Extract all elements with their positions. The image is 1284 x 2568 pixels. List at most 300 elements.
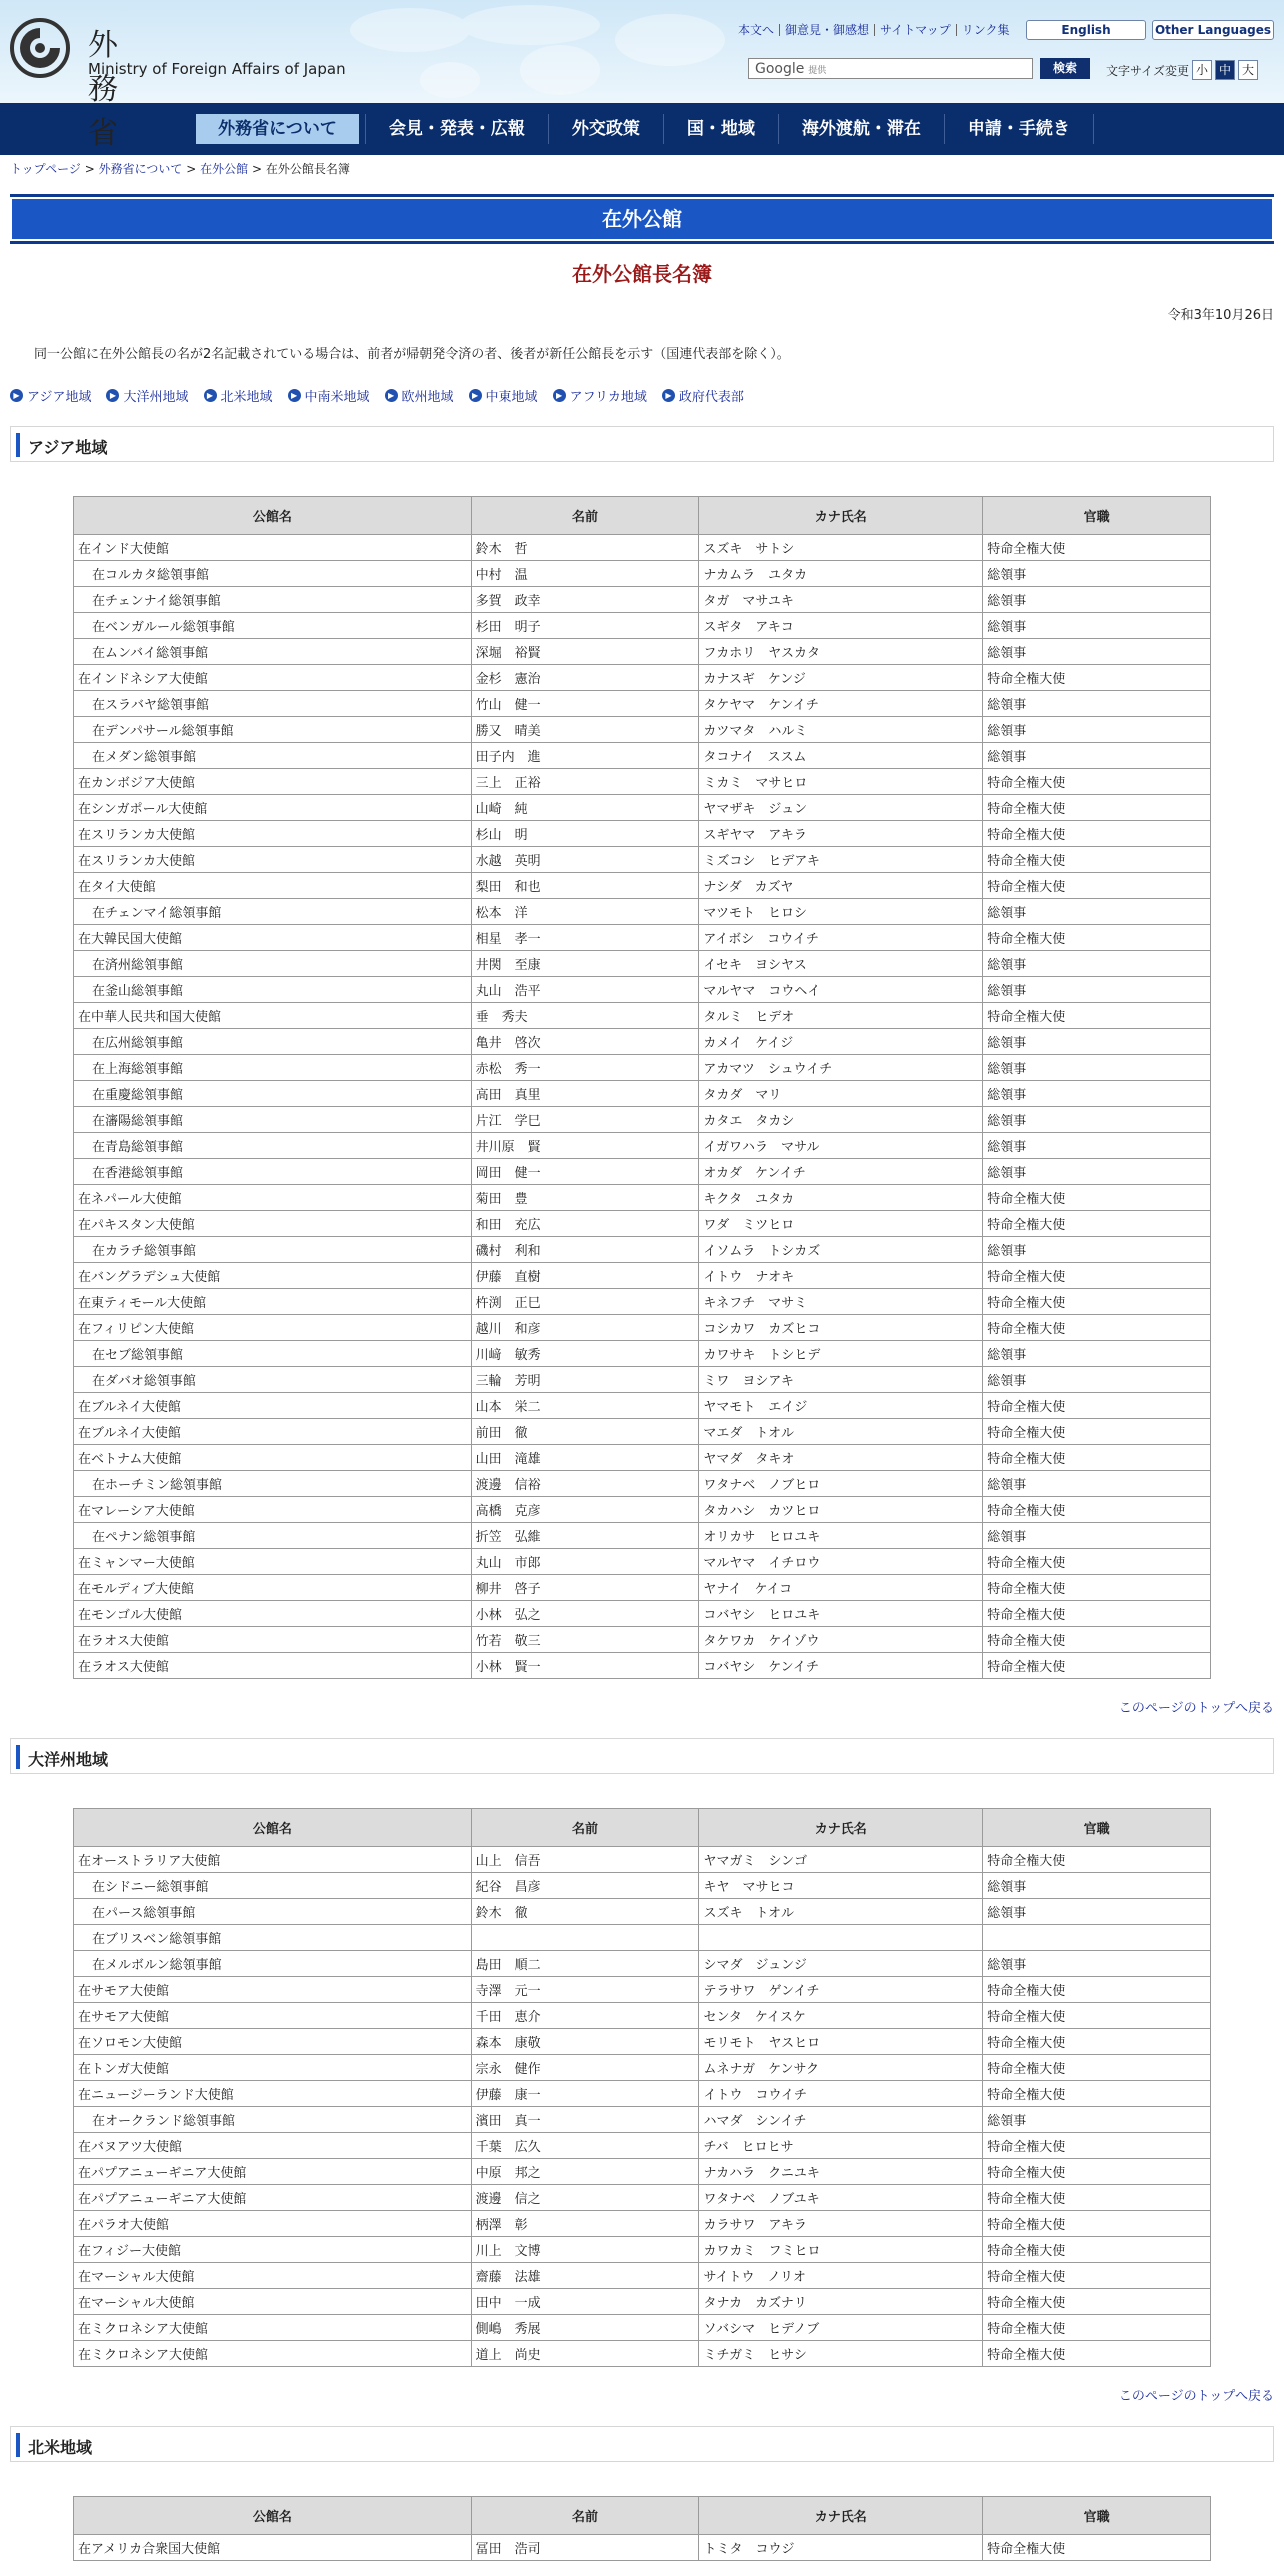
official-title-cell: 総領事 — [983, 1951, 1211, 1977]
mission-table-north-america — [73, 2496, 1211, 2561]
back-to-top-link[interactable]: このページのトップへ戻る — [1118, 2389, 1274, 2404]
table-row — [74, 717, 1211, 743]
mission-name-cell: 在メダン総領事館 — [74, 743, 472, 769]
official-title-cell: 特命全権大使 — [983, 769, 1211, 795]
table-row — [74, 1899, 1211, 1925]
ambassador-name-cell: 前田 徹 — [471, 1419, 699, 1445]
table-row — [74, 951, 1211, 977]
kana-name-cell: スギヤマ アキラ — [699, 821, 983, 847]
ambassador-name-cell: 中村 温 — [471, 561, 699, 587]
mission-name-cell: 在フィジー大使館 — [74, 2237, 472, 2263]
official-title-cell: 特命全権大使 — [983, 1549, 1211, 1575]
official-title-cell: 特命全権大使 — [983, 2185, 1211, 2211]
kana-name-cell: モリモト ヤスヒロ — [699, 2029, 983, 2055]
kana-name-cell: ヤマモト エイジ — [699, 1393, 983, 1419]
font-size-large-button[interactable]: 大 — [1238, 60, 1258, 80]
official-title-cell: 総領事 — [983, 1107, 1211, 1133]
ambassador-name-cell: 松本 洋 — [471, 899, 699, 925]
official-title-cell: 特命全権大使 — [983, 1185, 1211, 1211]
section-header-north-america — [10, 2426, 1274, 2462]
kana-name-cell: タケワカ ケイゾウ — [699, 1627, 983, 1653]
english-button[interactable]: English — [1026, 20, 1146, 40]
kana-name-cell: スズキ トオル — [699, 1899, 983, 1925]
table-row — [74, 1289, 1211, 1315]
official-title-cell: 総領事 — [983, 587, 1211, 613]
table-row — [74, 691, 1211, 717]
mission-name-cell: 在瀋陽総領事館 — [74, 1107, 472, 1133]
kana-name-cell: ナシダ カズヤ — [699, 873, 983, 899]
arrow-circle-icon: ▶ — [662, 389, 675, 402]
official-title-cell: 特命全権大使 — [983, 665, 1211, 691]
ambassador-name-cell: 深堀 裕賢 — [471, 639, 699, 665]
ambassador-name-cell: 齋藤 法雄 — [471, 2263, 699, 2289]
kana-name-cell: ナカムラ ユタカ — [699, 561, 983, 587]
table-row — [74, 2237, 1211, 2263]
mission-name-cell: 在重慶総領事館 — [74, 1081, 472, 1107]
mission-name-cell: 在タイ大使館 — [74, 873, 472, 899]
kana-name-cell: ミカミ マサヒロ — [699, 769, 983, 795]
ambassador-name-cell: 山上 信吾 — [471, 1847, 699, 1873]
nav-policy[interactable]: 外交政策 — [548, 114, 663, 144]
global-nav — [0, 103, 1284, 155]
mission-name-cell: 在釜山総領事館 — [74, 977, 472, 1003]
kana-name-cell: カツマタ ハルミ — [699, 717, 983, 743]
table-row — [74, 1315, 1211, 1341]
kana-name-cell: カメイ ケイジ — [699, 1029, 983, 1055]
table-row — [74, 1653, 1211, 1679]
mission-name-cell: 在パキスタン大使館 — [74, 1211, 472, 1237]
ambassador-name-cell: 垂 秀夫 — [471, 1003, 699, 1029]
table-row — [74, 2211, 1211, 2237]
kana-name-cell: ワダ ミツヒロ — [699, 1211, 983, 1237]
col-title: 官職 — [983, 1809, 1211, 1847]
publish-date: 令和3年10月26日 — [1167, 308, 1274, 323]
region-link-europe[interactable]: 欧州地域 — [401, 390, 454, 405]
mofa-emblem-icon — [10, 18, 70, 78]
kana-name-cell — [699, 1925, 983, 1951]
mission-name-cell: 在ミクロネシア大使館 — [74, 2341, 472, 2367]
mission-name-cell: 在済州総領事館 — [74, 951, 472, 977]
section-title: 北米地域 — [28, 2438, 93, 2457]
kana-name-cell: センタ ケイスケ — [699, 2003, 983, 2029]
kana-name-cell: カナスギ ケンジ — [699, 665, 983, 691]
mission-name-cell: 在カンボジア大使館 — [74, 769, 472, 795]
kana-name-cell: コバヤシ ヒロユキ — [699, 1601, 983, 1627]
mission-name-cell: 在ラオス大使館 — [74, 1653, 472, 1679]
breadcrumb-sep: > — [84, 162, 95, 176]
ambassador-name-cell: 寺澤 元一 — [471, 1977, 699, 2003]
table-row — [74, 1575, 1211, 1601]
kana-name-cell: テラサワ ゲンイチ — [699, 1977, 983, 2003]
mission-name-cell: 在セブ総領事館 — [74, 1341, 472, 1367]
mission-name-cell: 在パース総領事館 — [74, 1899, 472, 1925]
arrow-circle-icon: ▶ — [288, 389, 301, 402]
table-row — [74, 1847, 1211, 1873]
kana-name-cell: スズキ サトシ — [699, 535, 983, 561]
table-row — [74, 2029, 1211, 2055]
mission-name-cell: 在シドニー総領事館 — [74, 1873, 472, 1899]
ambassador-name-cell: 伊藤 康一 — [471, 2081, 699, 2107]
ambassador-name-cell: 田中 一成 — [471, 2289, 699, 2315]
breadcrumb-sep: > — [251, 162, 263, 176]
mission-name-cell: 在サモア大使館 — [74, 1977, 472, 2003]
mission-name-cell: 在ペナン総領事館 — [74, 1523, 472, 1549]
region-link-middle-east[interactable]: 中東地域 — [485, 390, 538, 405]
ambassador-name-cell: 片江 学巳 — [471, 1107, 699, 1133]
link-feedback[interactable]: 御意見・御感想 — [785, 23, 870, 37]
kana-name-cell: タコナイ ススム — [699, 743, 983, 769]
ambassador-name-cell: 小林 弘之 — [471, 1601, 699, 1627]
ambassador-name-cell: 竹若 敬三 — [471, 1627, 699, 1653]
back-to-top-link[interactable]: このページのトップへ戻る — [1118, 1701, 1274, 1716]
mission-name-cell: 在スリランカ大使館 — [74, 847, 472, 873]
mission-name-cell: 在ミャンマー大使館 — [74, 1549, 472, 1575]
nav-countries[interactable]: 国・地域 — [663, 114, 778, 144]
ambassador-name-cell: 越川 和彦 — [471, 1315, 699, 1341]
mission-table-oceania — [73, 1808, 1211, 2367]
official-title-cell: 特命全権大使 — [983, 2133, 1211, 2159]
official-title-cell: 特命全権大使 — [983, 2289, 1211, 2315]
official-title-cell: 総領事 — [983, 1055, 1211, 1081]
kana-name-cell: コシカワ カズヒコ — [699, 1315, 983, 1341]
breadcrumb-about[interactable]: 外務省について — [98, 162, 183, 176]
mission-name-cell: 在ネパール大使館 — [74, 1185, 472, 1211]
table-row — [74, 2107, 1211, 2133]
ambassador-name-cell: 柄澤 彰 — [471, 2211, 699, 2237]
ambassador-name-cell: 田子内 進 — [471, 743, 699, 769]
mission-name-cell: 在ムンバイ総領事館 — [74, 639, 472, 665]
link-main-text[interactable]: 本文へ — [738, 23, 775, 37]
world-map-graphic — [330, 0, 750, 103]
col-title: 官職 — [983, 2497, 1211, 2535]
mission-name-cell: 在広州総領事館 — [74, 1029, 472, 1055]
col-mission: 公館名 — [74, 2497, 472, 2535]
kana-name-cell: タカハシ カツヒロ — [699, 1497, 983, 1523]
mission-name-cell: 在ダバオ総領事館 — [74, 1367, 472, 1393]
font-size-control — [1106, 60, 1258, 80]
mission-name-cell: 在オークランド総領事館 — [74, 2107, 472, 2133]
table-row — [74, 1873, 1211, 1899]
table-row — [74, 1107, 1211, 1133]
region-links — [10, 386, 759, 405]
page-note: 同一公館に在外公館長の名が2名記載されている場合は、前者が帰朝発令済の者、後者が新任公館長を示す（国連代表部を除く）。 — [34, 347, 790, 362]
official-title-cell: 特命全権大使 — [983, 1003, 1211, 1029]
table-row — [74, 2081, 1211, 2107]
search-brand: Google — [755, 61, 805, 77]
ambassador-name-cell: 森本 康敬 — [471, 2029, 699, 2055]
kana-name-cell: コバヤシ ケンイチ — [699, 1653, 983, 1679]
kana-name-cell: オカダ ケンイチ — [699, 1159, 983, 1185]
mission-name-cell: 在パラオ大使館 — [74, 2211, 472, 2237]
official-title-cell: 特命全権大使 — [983, 1575, 1211, 1601]
official-title-cell: 特命全権大使 — [983, 535, 1211, 561]
kana-name-cell: サイトウ ノリオ — [699, 2263, 983, 2289]
kana-name-cell: イソムラ トシカズ — [699, 1237, 983, 1263]
table-row — [74, 1925, 1211, 1951]
col-mission: 公館名 — [74, 497, 472, 535]
ambassador-name-cell: 山本 栄二 — [471, 1393, 699, 1419]
table-row — [74, 977, 1211, 1003]
ambassador-name-cell: 井関 至康 — [471, 951, 699, 977]
official-title-cell — [983, 1925, 1211, 1951]
official-title-cell: 特命全権大使 — [983, 1289, 1211, 1315]
mission-name-cell: 在スラバヤ総領事館 — [74, 691, 472, 717]
mission-name-cell: 在香港総領事館 — [74, 1159, 472, 1185]
region-link-delegations[interactable]: 政府代表部 — [678, 390, 744, 405]
mission-name-cell: 在ブルネイ大使館 — [74, 1393, 472, 1419]
kana-name-cell: マルヤマ イチロウ — [699, 1549, 983, 1575]
nav-procedures[interactable]: 申請・手続き — [944, 114, 1094, 144]
font-size-medium-button[interactable]: 中 — [1215, 60, 1235, 80]
kana-name-cell: ヤマガミ シンゴ — [699, 1847, 983, 1873]
mission-name-cell: 在シンガポール大使館 — [74, 795, 472, 821]
nav-travel[interactable]: 海外渡航・滞在 — [778, 114, 944, 144]
table-row — [74, 2185, 1211, 2211]
ambassador-name-cell: 側嶋 秀展 — [471, 2315, 699, 2341]
kana-name-cell: タガ マサユキ — [699, 587, 983, 613]
mission-name-cell: 在バヌアツ大使館 — [74, 2133, 472, 2159]
table-row — [74, 1081, 1211, 1107]
arrow-circle-icon: ▶ — [385, 389, 398, 402]
official-title-cell: 特命全権大使 — [983, 1627, 1211, 1653]
mission-name-cell: 在サモア大使館 — [74, 2003, 472, 2029]
official-title-cell: 特命全権大使 — [983, 1263, 1211, 1289]
kana-name-cell: キネフチ マサミ — [699, 1289, 983, 1315]
kana-name-cell: ワタナベ ノブユキ — [699, 2185, 983, 2211]
font-size-small-button[interactable]: 小 — [1192, 60, 1212, 80]
page-title: 在外公館 — [10, 194, 1274, 244]
official-title-cell: 総領事 — [983, 691, 1211, 717]
kana-name-cell: イセキ ヨシヤス — [699, 951, 983, 977]
official-title-cell: 特命全権大使 — [983, 1419, 1211, 1445]
official-title-cell: 特命全権大使 — [983, 847, 1211, 873]
official-title-cell: 特命全権大使 — [983, 1601, 1211, 1627]
mission-name-cell: 在マーシャル大使館 — [74, 2263, 472, 2289]
section-header-asia — [10, 426, 1274, 462]
table-row — [74, 847, 1211, 873]
ambassador-name-cell: 杵渕 正巳 — [471, 1289, 699, 1315]
col-mission: 公館名 — [74, 1809, 472, 1847]
arrow-circle-icon: ▶ — [204, 389, 217, 402]
arrow-circle-icon: ▶ — [469, 389, 482, 402]
official-title-cell: 特命全権大使 — [983, 2211, 1211, 2237]
ambassador-name-cell: 島田 順二 — [471, 1951, 699, 1977]
table-row — [74, 1055, 1211, 1081]
nav-press[interactable]: 会見・発表・広報 — [365, 114, 548, 144]
ambassador-name-cell: 柳井 啓子 — [471, 1575, 699, 1601]
kana-name-cell: カラサワ アキラ — [699, 2211, 983, 2237]
official-title-cell: 総領事 — [983, 977, 1211, 1003]
ambassador-name-cell: 伊藤 直樹 — [471, 1263, 699, 1289]
table-row — [74, 2263, 1211, 2289]
table-row — [74, 2289, 1211, 2315]
official-title-cell: 総領事 — [983, 899, 1211, 925]
official-title-cell: 総領事 — [983, 743, 1211, 769]
official-title-cell: 特命全権大使 — [983, 873, 1211, 899]
kana-name-cell: ヤナイ ケイコ — [699, 1575, 983, 1601]
official-title-cell: 総領事 — [983, 2107, 1211, 2133]
official-title-cell: 特命全権大使 — [983, 1393, 1211, 1419]
table-row — [74, 1159, 1211, 1185]
kana-name-cell: ナカハラ クニユキ — [699, 2159, 983, 2185]
table-row — [74, 1497, 1211, 1523]
kana-name-cell: タカダ マリ — [699, 1081, 983, 1107]
ambassador-name-cell: 相星 孝一 — [471, 925, 699, 951]
kana-name-cell: アカマツ シュウイチ — [699, 1055, 983, 1081]
official-title-cell: 総領事 — [983, 1523, 1211, 1549]
table-row — [74, 665, 1211, 691]
official-title-cell: 総領事 — [983, 1237, 1211, 1263]
mission-name-cell: 在カラチ総領事館 — [74, 1237, 472, 1263]
official-title-cell: 特命全権大使 — [983, 795, 1211, 821]
nav-about[interactable]: 外務省について — [196, 114, 359, 144]
region-link-asia[interactable]: アジア地域 — [27, 390, 92, 405]
table-row — [74, 1471, 1211, 1497]
table-row — [74, 561, 1211, 587]
table-row — [74, 743, 1211, 769]
official-title-cell: 総領事 — [983, 1081, 1211, 1107]
kana-name-cell: タケヤマ ケンイチ — [699, 691, 983, 717]
ambassador-name-cell: 多賀 政幸 — [471, 587, 699, 613]
table-row — [74, 1951, 1211, 1977]
col-kana: カナ氏名 — [699, 1809, 983, 1847]
table-row — [74, 1367, 1211, 1393]
table-row — [74, 535, 1211, 561]
kana-name-cell: イガワハラ マサル — [699, 1133, 983, 1159]
kana-name-cell: イトウ コウイチ — [699, 2081, 983, 2107]
table-row — [74, 639, 1211, 665]
col-kana: カナ氏名 — [699, 497, 983, 535]
breadcrumb-top[interactable]: トップページ — [10, 162, 81, 176]
kana-name-cell: イトウ ナオキ — [699, 1263, 983, 1289]
ambassador-name-cell: 渡邊 信之 — [471, 2185, 699, 2211]
ambassador-name-cell: 三上 正裕 — [471, 769, 699, 795]
section-title: アジア地域 — [28, 438, 108, 457]
kana-name-cell: カワカミ フミヒロ — [699, 2237, 983, 2263]
mission-name-cell: 在ブルネイ大使館 — [74, 1419, 472, 1445]
ambassador-name-cell: 杉山 明 — [471, 821, 699, 847]
region-link-north-america[interactable]: 北米地域 — [220, 390, 273, 405]
official-title-cell: 総領事 — [983, 717, 1211, 743]
mission-name-cell: 在ブリスベン総領事館 — [74, 1925, 472, 1951]
mission-name-cell: 在インド大使館 — [74, 535, 472, 561]
mission-name-cell: 在ベンガルール総領事館 — [74, 613, 472, 639]
mission-name-cell: 在コルカタ総領事館 — [74, 561, 472, 587]
table-row — [74, 1185, 1211, 1211]
official-title-cell: 特命全権大使 — [983, 1497, 1211, 1523]
table-row — [74, 925, 1211, 951]
ambassador-name-cell: 千葉 広久 — [471, 2133, 699, 2159]
official-title-cell: 特命全権大使 — [983, 821, 1211, 847]
mission-name-cell: 在スリランカ大使館 — [74, 821, 472, 847]
kana-name-cell: マルヤマ コウヘイ — [699, 977, 983, 1003]
ambassador-name-cell: 三輪 芳明 — [471, 1367, 699, 1393]
ambassador-name-cell: 丸山 市郎 — [471, 1549, 699, 1575]
table-row — [74, 1445, 1211, 1471]
table-row — [74, 1211, 1211, 1237]
kana-name-cell: キクタ ユタカ — [699, 1185, 983, 1211]
ambassador-name-cell: 勝又 晴美 — [471, 717, 699, 743]
org-name-ja: 外務省 — [88, 28, 120, 151]
official-title-cell: 特命全権大使 — [983, 2237, 1211, 2263]
mission-name-cell: 在オーストラリア大使館 — [74, 1847, 472, 1873]
official-title-cell: 総領事 — [983, 1471, 1211, 1497]
link-links[interactable]: リンク集 — [961, 23, 1010, 37]
ambassador-name-cell: 渡邊 信裕 — [471, 1471, 699, 1497]
kana-name-cell: アイボシ コウイチ — [699, 925, 983, 951]
mission-name-cell: 在トンガ大使館 — [74, 2055, 472, 2081]
official-title-cell: 特命全権大使 — [983, 1977, 1211, 2003]
official-title-cell: 総領事 — [983, 1029, 1211, 1055]
mission-name-cell: 在ミクロネシア大使館 — [74, 2315, 472, 2341]
table-row — [74, 1263, 1211, 1289]
mission-name-cell: 在ベトナム大使館 — [74, 1445, 472, 1471]
table-row — [74, 2315, 1211, 2341]
section-header-oceania — [10, 1738, 1274, 1774]
mission-name-cell: 在ソロモン大使館 — [74, 2029, 472, 2055]
region-link-oceania[interactable]: 大洋州地域 — [123, 390, 189, 405]
kana-name-cell: スギタ アキコ — [699, 613, 983, 639]
ambassador-name-cell: 中原 邦之 — [471, 2159, 699, 2185]
ambassador-name-cell: 杉田 明子 — [471, 613, 699, 639]
kana-name-cell: カワサキ トシヒデ — [699, 1341, 983, 1367]
kana-name-cell: チバ ヒロヒサ — [699, 2133, 983, 2159]
kana-name-cell: トミタ コウジ — [699, 2535, 983, 2561]
ambassador-name-cell: 紀谷 昌彦 — [471, 1873, 699, 1899]
official-title-cell: 特命全権大使 — [983, 2535, 1211, 2561]
official-title-cell: 総領事 — [983, 639, 1211, 665]
breadcrumb-missions[interactable]: 在外公館 — [200, 162, 249, 176]
official-title-cell: 特命全権大使 — [983, 2029, 1211, 2055]
table-row — [74, 899, 1211, 925]
arrow-circle-icon: ▶ — [106, 389, 119, 402]
other-languages-button[interactable]: Other Languages — [1152, 20, 1274, 40]
kana-name-cell: マツモト ヒロシ — [699, 899, 983, 925]
kana-name-cell: ハマダ シンイチ — [699, 2107, 983, 2133]
breadcrumb-current: 在外公館長名簿 — [265, 162, 350, 176]
kana-name-cell: ムネナガ ケンサク — [699, 2055, 983, 2081]
font-size-label: 文字サイズ変更 — [1106, 63, 1190, 78]
table-row — [74, 1419, 1211, 1445]
mission-name-cell: 在ラオス大使館 — [74, 1627, 472, 1653]
mission-name-cell: 在デンパサール総領事館 — [74, 717, 472, 743]
link-sitemap[interactable]: サイトマップ — [880, 23, 951, 37]
kana-name-cell: ヤマザキ ジュン — [699, 795, 983, 821]
kana-name-cell: ワタナベ ノブヒロ — [699, 1471, 983, 1497]
mission-name-cell: 在チェンナイ総領事館 — [74, 587, 472, 613]
official-title-cell: 特命全権大使 — [983, 2081, 1211, 2107]
mission-name-cell: 在マーシャル大使館 — [74, 2289, 472, 2315]
kana-name-cell: マエダ トオル — [699, 1419, 983, 1445]
ambassador-name-cell: 川﨑 敏秀 — [471, 1341, 699, 1367]
col-title: 官職 — [983, 497, 1211, 535]
ambassador-name-cell: 岡田 健一 — [471, 1159, 699, 1185]
region-link-africa[interactable]: アフリカ地域 — [569, 390, 647, 405]
ambassador-name-cell: 小林 賢一 — [471, 1653, 699, 1679]
mission-name-cell: 在マレーシア大使館 — [74, 1497, 472, 1523]
table-row — [74, 1523, 1211, 1549]
table-row — [74, 821, 1211, 847]
search-input[interactable] — [748, 58, 1033, 79]
ambassador-name-cell: 鈴木 徹 — [471, 1899, 699, 1925]
search-brand-sub: 提供 — [808, 66, 827, 76]
official-title-cell: 特命全権大使 — [983, 1445, 1211, 1471]
region-link-latin-america[interactable]: 中南米地域 — [304, 390, 370, 405]
mission-name-cell: 在バングラデシュ大使館 — [74, 1263, 472, 1289]
table-row — [74, 1133, 1211, 1159]
search-button[interactable]: 検索 — [1040, 58, 1090, 79]
mission-name-cell: 在上海総領事館 — [74, 1055, 472, 1081]
